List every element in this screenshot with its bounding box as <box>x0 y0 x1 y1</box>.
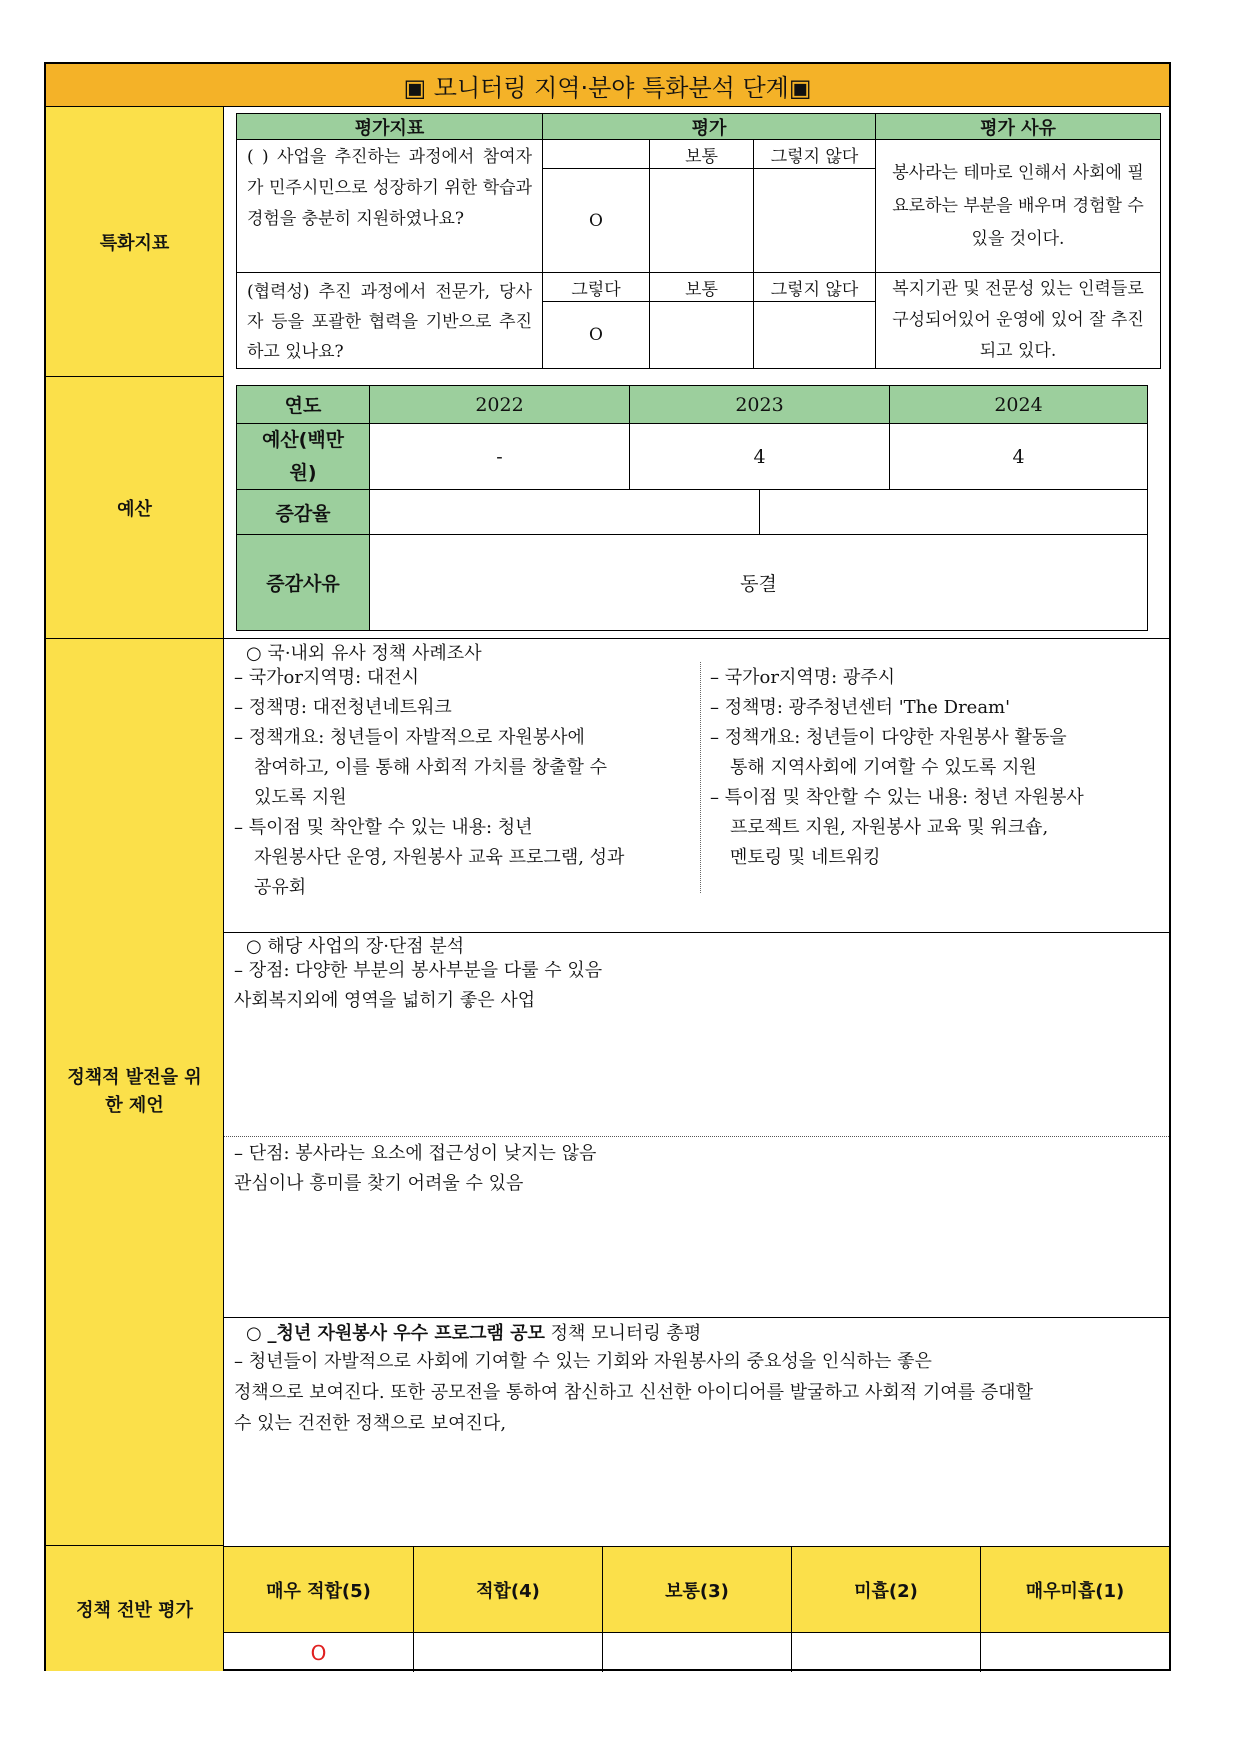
change-reason-value: 동결 <box>740 573 777 595</box>
text-line: – 국가or지역명: 대전시 <box>234 667 420 688</box>
overall-option-label: 보통(3) <box>602 1547 791 1633</box>
overall-option-label: 매우 적합(5) <box>224 1547 413 1633</box>
budget-value: - <box>370 424 630 490</box>
review-rule <box>224 1317 1169 1318</box>
reason-header: 평가 사유 <box>876 114 1160 140</box>
option-label: 그렇지 않다 <box>754 140 876 169</box>
eval-reason: 봉사라는 테마로 인해서 사회에 필요로하는 부분을 배우며 경험할 수 있을 것이다. <box>876 140 1160 273</box>
text-line: 수 있는 건전한 정책으로 보여진다, <box>234 1413 507 1434</box>
page-title: ▣ 모니터링 지역·분야 특화분석 단계▣ <box>46 64 1169 107</box>
text-line: 있도록 지원 <box>254 787 347 808</box>
year-cell: 2022 <box>370 386 630 424</box>
indicator-question: ( ) 사업을 추진하는 과정에서 참여자가 민주시민으로 성장하기 위한 학습과 경험을 충분히 지원하였나요? <box>237 140 543 273</box>
text-line: 공유회 <box>254 877 307 898</box>
overall-table <box>224 1546 1169 1671</box>
year-cell: 2024 <box>890 386 1147 424</box>
change-rate-label: 증감율 <box>237 490 370 535</box>
text-line: – 단점: 봉사라는 요소에 접근성이 낮지는 않음 <box>234 1143 597 1164</box>
overall-mark-cell[interactable] <box>413 1633 602 1672</box>
overall-label: 정책 전반 평가 <box>46 1546 224 1671</box>
text-line: 사회복지외에 영역을 넓히기 좋은 사업 <box>234 990 536 1011</box>
eval-cell <box>754 302 876 368</box>
change-rate-cell <box>370 490 760 535</box>
indicator-question: (협력성) 추진 과정에서 전문가, 당사자 등을 포괄한 협력을 기반으로 추진하고 있나요? <box>237 273 543 368</box>
change-reason-label: 증감사유 <box>237 535 370 630</box>
option-label: 보통 <box>650 273 754 302</box>
text-line: 참여하고, 이를 통해 사회적 가치를 창출할 수 <box>254 757 608 778</box>
eval-reason: 복지기관 및 전문성 있는 인력들로 구성되어있어 운영에 있어 잘 추진되고 있다. <box>892 279 1144 361</box>
change-rate-cell <box>760 490 1147 535</box>
text-line: 멘토링 및 네트워킹 <box>730 847 881 868</box>
evaluation-form <box>44 62 1171 1671</box>
eval-mark: O <box>543 302 650 368</box>
text-line: 통해 지역사회에 기여할 수 있도록 지원 <box>730 757 1037 778</box>
review-heading <box>246 1319 701 1345</box>
budget-value: 4 <box>630 424 890 490</box>
eval-cell <box>754 169 876 273</box>
option-label: 그렇지 않다 <box>754 273 876 302</box>
text-line: 자원봉사단 운영, 자원봉사 교육 프로그램, 성과 <box>254 847 625 868</box>
indicator-table <box>236 113 1161 369</box>
budget-table <box>236 385 1148 631</box>
eval-mark: O <box>543 169 650 273</box>
text-line: – 국가or지역명: 광주시 <box>710 667 896 688</box>
pros-cons-divider <box>224 1136 1169 1137</box>
review-program: _청년 자원봉사 우수 프로그램 공모 <box>267 1323 545 1344</box>
overall-mark-cell[interactable] <box>602 1633 791 1672</box>
indicator-header: 평가지표 <box>237 114 543 140</box>
year-cell: 2023 <box>630 386 890 424</box>
text-line: 프로젝트 지원, 자원봉사 교육 및 워크숍, <box>730 817 1049 838</box>
case-heading: ○ 국·내외 유사 정책 사례조사 <box>246 643 482 664</box>
overall-option-label: 매우미흡(1) <box>980 1547 1169 1633</box>
text-line: 정책으로 보여진다. 또한 공모전을 통하여 참신하고 신선한 아이디어를 발굴하고 사회적 기여를 증대할 <box>234 1382 1033 1403</box>
text-line: – 정책명: 대전청년네트워크 <box>234 697 452 718</box>
budget-label: 예산 <box>46 377 224 639</box>
text-line: – 청년들이 자발적으로 사회에 기여할 수 있는 기회와 자원봉사의 중요성을 인식하는 좋은 <box>234 1351 932 1372</box>
overall-mark-cell[interactable] <box>980 1633 1169 1672</box>
option-label: 그렇다 <box>543 273 650 302</box>
text-line: – 특이점 및 착안할 수 있는 내용: 청년 자원봉사 <box>710 787 1084 808</box>
text-line: – 특이점 및 착안할 수 있는 내용: 청년 <box>234 817 533 838</box>
budget-value: 4 <box>890 424 1147 490</box>
text-line: 관심이나 흥미를 찾기 어려울 수 있음 <box>234 1173 524 1194</box>
special-indicator-label: 특화지표 <box>46 107 224 377</box>
eval-cell <box>650 302 754 368</box>
text-line: – 정책개요: 청년들이 자발적으로 자원봉사에 <box>234 727 585 748</box>
budget-amount-label: 예산(백만원) <box>237 424 370 490</box>
overall-option-label: 적합(4) <box>413 1547 602 1633</box>
case-divider <box>700 662 701 893</box>
option-label <box>543 140 650 169</box>
eval-header: 평가 <box>543 114 876 140</box>
text-line: – 정책개요: 청년들이 다양한 자원봉사 활동을 <box>710 727 1067 748</box>
review-suffix: 정책 모니터링 총평 <box>544 1323 702 1344</box>
overall-mark-cell[interactable] <box>791 1633 980 1672</box>
overall-option-label: 미흡(2) <box>791 1547 980 1633</box>
year-label: 연도 <box>237 386 370 424</box>
analysis-heading: ○ 해당 사업의 장·단점 분석 <box>246 936 465 957</box>
eval-cell <box>650 169 754 273</box>
text-line: – 정책명: 광주청년센터 'The Dream' <box>710 697 1011 718</box>
overall-mark-cell[interactable]: O <box>310 1640 327 1665</box>
budget-bottom-rule <box>224 631 1169 639</box>
review-prefix: ○ <box>246 1323 268 1344</box>
text-line: – 장점: 다양한 부분의 봉사부분을 다룰 수 있음 <box>234 960 603 981</box>
proposal-label: 정책적 발전을 위한 제언 <box>46 639 224 1546</box>
option-label: 보통 <box>650 140 754 169</box>
